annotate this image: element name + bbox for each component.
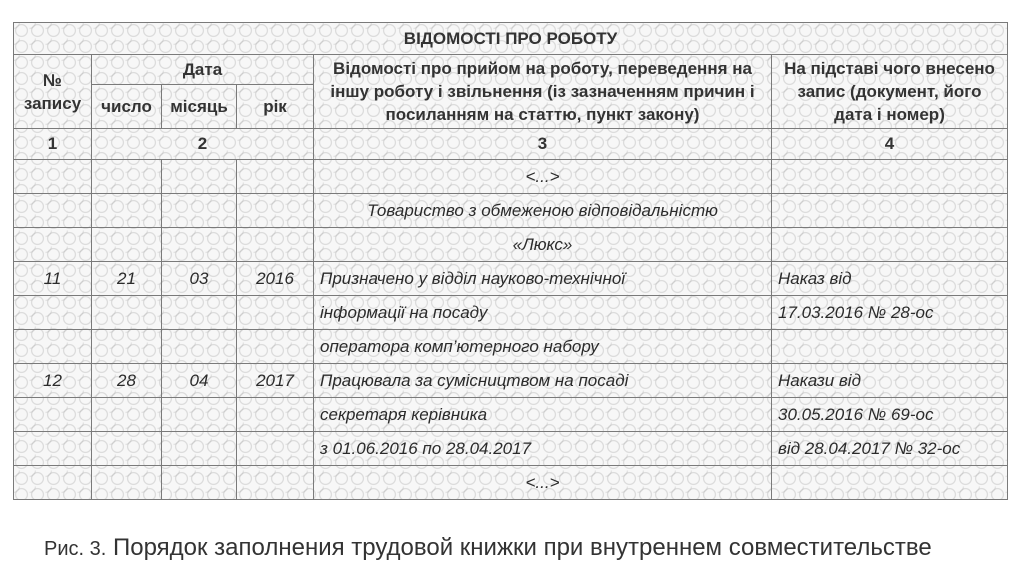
header-day: число	[92, 85, 162, 129]
employment-record-table	[13, 22, 1008, 500]
cell-year	[237, 466, 314, 500]
cell-year	[237, 228, 314, 262]
cell-basis: Накази від	[772, 364, 1008, 398]
cell-record-no	[14, 296, 92, 330]
table-row	[14, 228, 1008, 262]
cell-basis	[772, 194, 1008, 228]
column-number-3: 3	[314, 129, 772, 160]
cell-basis: від 28.04.2017 № 32-ос	[772, 432, 1008, 466]
cell-day	[92, 398, 162, 432]
column-number-2: 2	[92, 129, 314, 160]
cell-year	[237, 432, 314, 466]
header-info: Відомості про прийом на роботу, переведення на іншу роботу і звільнення (із зазначенням причин і посиланням на статтю, пункт закону)	[314, 55, 772, 129]
table-row	[14, 194, 1008, 228]
header-record-no: № запису	[14, 55, 92, 129]
header-basis: На підставі чого внесено запис (документ, його дата і номер)	[772, 55, 1008, 129]
cell-record-no	[14, 228, 92, 262]
table-row	[14, 296, 1008, 330]
table-row	[14, 432, 1008, 466]
cell-info: «Люкс»	[314, 228, 772, 262]
figure-caption	[44, 534, 932, 562]
cell-basis	[772, 466, 1008, 500]
cell-record-no	[14, 160, 92, 194]
cell-month	[162, 296, 237, 330]
cell-info: Працювала за сумісництвом на посаді	[314, 364, 772, 398]
cell-basis	[772, 330, 1008, 364]
cell-record-no: 12	[14, 364, 92, 398]
cell-record-no	[14, 194, 92, 228]
cell-month: 03	[162, 262, 237, 296]
cell-day	[92, 330, 162, 364]
caption-text: Порядок заполнения трудовой книжки при внутреннем совместительстве	[112, 534, 932, 561]
cell-record-no	[14, 466, 92, 500]
cell-info: Призначено у відділ науково-технічної	[314, 262, 772, 296]
cell-basis: 30.05.2016 № 69-ос	[772, 398, 1008, 432]
figure-label: Рис. 3.	[44, 538, 107, 560]
table-row	[14, 262, 1008, 296]
cell-day	[92, 296, 162, 330]
table-row	[14, 466, 1008, 500]
cell-month	[162, 160, 237, 194]
cell-day	[92, 228, 162, 262]
cell-year	[237, 194, 314, 228]
table-row	[14, 160, 1008, 194]
table-row	[14, 330, 1008, 364]
cell-basis: 17.03.2016 № 28-ос	[772, 296, 1008, 330]
cell-record-no	[14, 398, 92, 432]
cell-record-no: 11	[14, 262, 92, 296]
cell-year	[237, 330, 314, 364]
table-title: ВІДОМОСТІ ПРО РОБОТУ	[14, 23, 1008, 55]
header-year: рік	[237, 85, 314, 129]
column-number-1: 1	[14, 129, 92, 160]
header-month: місяць	[162, 85, 237, 129]
cell-day	[92, 194, 162, 228]
header-date: Дата	[92, 55, 314, 85]
cell-record-no	[14, 432, 92, 466]
cell-info: оператора комп’ютерного набору	[314, 330, 772, 364]
cell-record-no	[14, 330, 92, 364]
cell-year: 2017	[237, 364, 314, 398]
cell-info: інформації на посаду	[314, 296, 772, 330]
cell-day: 21	[92, 262, 162, 296]
cell-year: 2016	[237, 262, 314, 296]
table-row	[14, 398, 1008, 432]
cell-day	[92, 432, 162, 466]
cell-day	[92, 160, 162, 194]
cell-basis	[772, 228, 1008, 262]
cell-month: 04	[162, 364, 237, 398]
cell-day	[92, 466, 162, 500]
column-number-4: 4	[772, 129, 1008, 160]
cell-info: з 01.06.2016 по 28.04.2017	[314, 432, 772, 466]
cell-info: секретаря керівника	[314, 398, 772, 432]
cell-basis	[772, 160, 1008, 194]
cell-info: Товариство з обмеженою відповідальністю	[314, 194, 772, 228]
cell-month	[162, 228, 237, 262]
cell-year	[237, 160, 314, 194]
cell-info: <...>	[314, 466, 772, 500]
cell-day: 28	[92, 364, 162, 398]
cell-month	[162, 194, 237, 228]
table-row	[14, 364, 1008, 398]
cell-info: <...>	[314, 160, 772, 194]
cell-month	[162, 330, 237, 364]
cell-month	[162, 398, 237, 432]
cell-year	[237, 296, 314, 330]
cell-basis: Наказ від	[772, 262, 1008, 296]
cell-month	[162, 466, 237, 500]
cell-year	[237, 398, 314, 432]
cell-month	[162, 432, 237, 466]
